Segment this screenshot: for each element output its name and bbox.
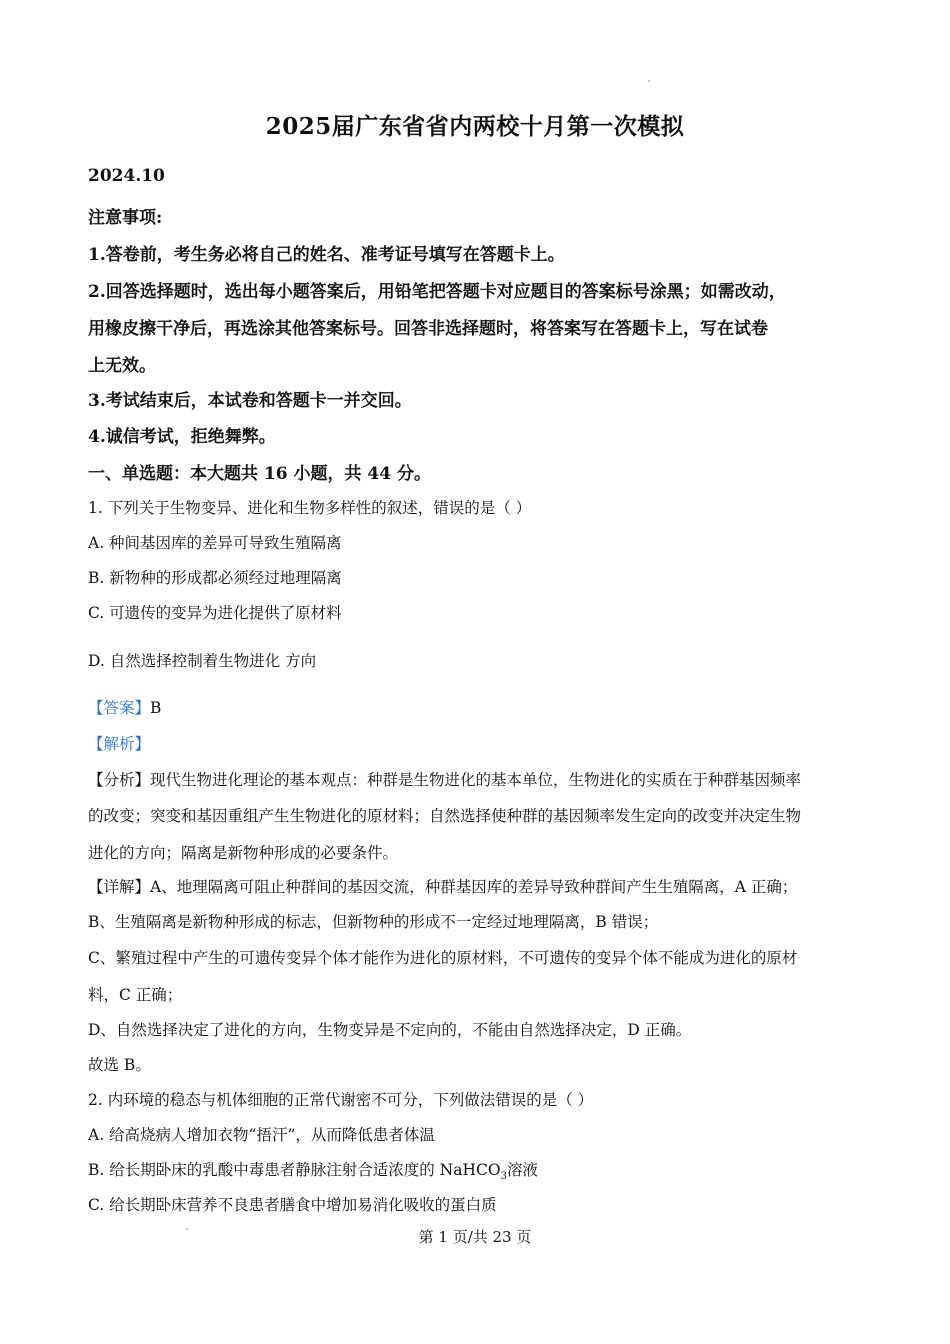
notice-item: 4.诚信考试，拒绝舞弊。	[88, 427, 276, 447]
analysis-line: 故选 B。	[88, 1056, 151, 1074]
option-b	[88, 1158, 868, 1182]
notice-item: 3.考试结束后，本试卷和答题卡一并交回。	[88, 391, 412, 411]
analysis-line: 料，C 正确；	[88, 986, 183, 1004]
analysis-tag: 【解析】	[88, 735, 151, 753]
analysis-line: B、生殖隔离是新物种形成的标志，但新物种的形成不一定经过地理隔离，B 错误；	[88, 913, 659, 931]
analysis-line: 【详解】A、地理隔离可阻止种群间的基因交流，种群基因库的差异导致种群间产生生殖隔离，A 正确；	[88, 878, 798, 896]
analysis-line: 进化的方向；隔离是新物种形成的必要条件。	[88, 844, 399, 862]
analysis-line: 的改变；突变和基因重组产生生物进化的原材料；自然选择使种群的基因频率发生定向的改变并决定生物	[88, 807, 802, 825]
page-title: 2025届广东省省内两校十月第一次模拟	[265, 113, 685, 140]
question-stem: 2. 内环境的稳态与机体细胞的正常代谢密不可分，下列做法错误的是（ ）	[88, 1091, 594, 1109]
option-d: D. 自然选择控制着生物进化 方向	[88, 652, 317, 670]
notice-item: 2.回答选择题时，选出每小题答案后，用铅笔把答题卡对应题目的答案标号涂黑；如需改动，	[88, 282, 786, 302]
analysis-line: 【分析】现代生物进化理论的基本观点：种群是生物进化的基本单位，生物进化的实质在于种群基因频率	[88, 771, 802, 789]
option-c: C. 可遗传的变异为进化提供了原材料	[88, 604, 342, 622]
answer-value: B	[150, 699, 162, 717]
option-c: C. 给长期卧床营养不良患者膳食中增加易消化吸收的蛋白质	[88, 1196, 497, 1214]
answer-tag: 【答案】	[88, 699, 151, 717]
answer-row	[88, 696, 868, 718]
analysis-line: C、繁殖过程中产生的可遗传变异个体才能作为进化的原材料，不可遗传的变异个体不能成为进化的原材	[88, 949, 798, 967]
page-footer: 第 1 页/共 23 页	[418, 1228, 532, 1246]
subscript: 3	[500, 1171, 507, 1183]
notice-item: 用橡皮擦干净后，再选涂其他答案标号。回答非选择题时，将答案写在答题卡上，写在试卷	[88, 319, 768, 339]
option-b-text: B. 给长期卧床的乳酸中毒患者静脉注射合适浓度的 NaHCO	[88, 1161, 501, 1179]
option-b-suffix: 溶液	[506, 1161, 538, 1179]
notice-item: 上无效。	[88, 356, 156, 376]
scan-speck	[648, 80, 650, 82]
option-a: A. 给高烧病人增加衣物“捂汗”，从而降低患者体温	[88, 1126, 435, 1144]
option-b: B. 新物种的形成都必须经过地理隔离	[88, 569, 342, 587]
section-heading: 一、单选题：本大题共 16 小题，共 44 分。	[88, 464, 431, 484]
question-stem: 1. 下列关于生物变异、进化和生物多样性的叙述，错误的是（ ）	[88, 499, 532, 517]
notice-heading: 注意事项:	[88, 208, 163, 228]
option-a: A. 种间基因库的差异可导致生殖隔离	[88, 534, 342, 552]
analysis-line: D、自然选择决定了进化的方向，生物变异是不定向的，不能由自然选择决定，D 正确。	[88, 1021, 692, 1039]
notice-item: 1.答卷前，考生务必将自己的姓名、准考证号填写在答题卡上。	[88, 245, 565, 265]
exam-date: 2024.10	[88, 166, 165, 186]
